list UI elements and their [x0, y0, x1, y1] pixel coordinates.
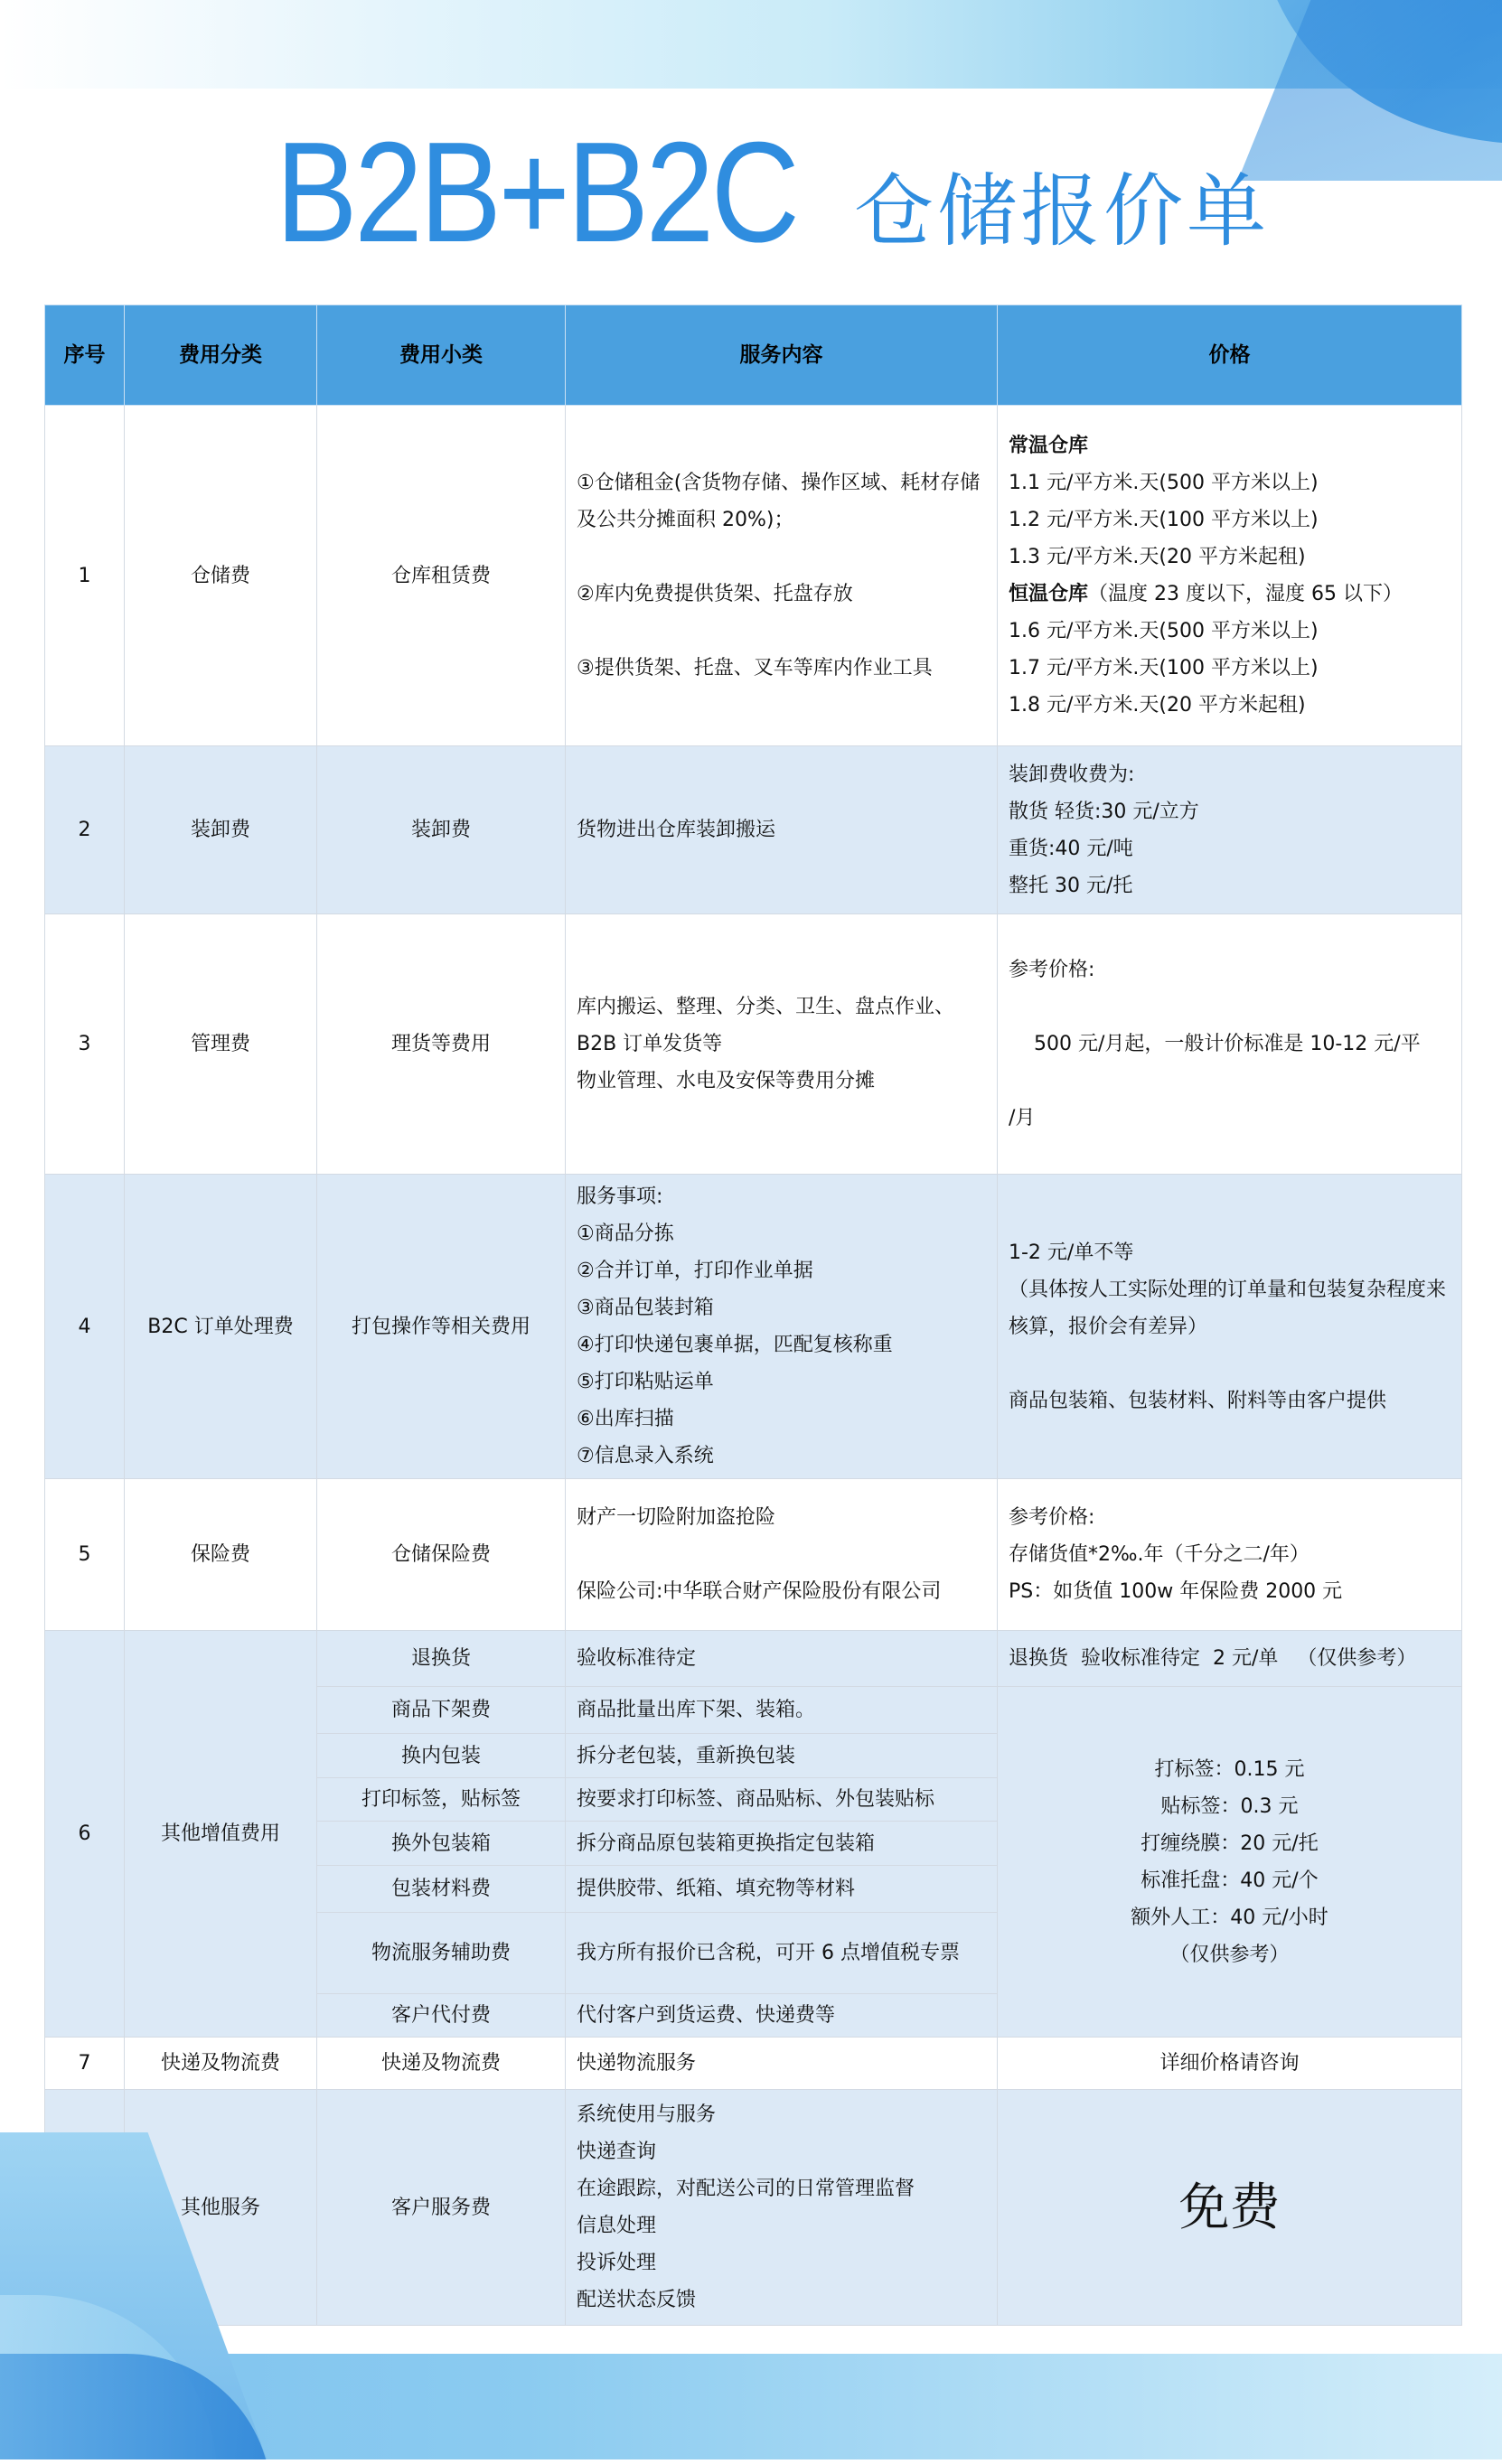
price-line: 整托 30 元/托 — [1009, 874, 1133, 897]
price-line: 重货:40 元/吨 — [1009, 837, 1133, 860]
service-line: ⑤打印粘贴运单 — [577, 1371, 714, 1393]
cell-service: 拆分老包装，重新换包装 — [566, 1734, 998, 1778]
column-header-subcategory: 费用小类 — [317, 305, 566, 406]
cell-price — [998, 1479, 1462, 1631]
table-row — [45, 914, 1462, 1175]
service-line: 库内搬运、整理、分类、卫生、盘点作业、 — [577, 996, 955, 1018]
service-line: B2B 订单发货等 — [577, 1033, 723, 1055]
price-line: 1.1 元/平方米.天(500 平方米以上) — [1009, 472, 1319, 494]
service-line: 保险公司:中华联合财产保险股份有限公司 — [577, 1580, 942, 1603]
cell-subcategory: 打印标签，贴标签 — [317, 1778, 566, 1822]
cell-price — [998, 406, 1462, 746]
cell-price — [998, 746, 1462, 914]
cell-service: 提供胶带、纸箱、填充物等材料 — [566, 1866, 998, 1913]
cell-subcategory: 包装材料费 — [317, 1866, 566, 1913]
price-line: 500 元/月起，一般计价标准是 10-12 元/平 — [1009, 1033, 1421, 1055]
cell-price — [998, 1175, 1462, 1479]
cell-service — [566, 2090, 998, 2326]
cell-no: 6 — [45, 1631, 125, 2038]
cell-price: 退换货 验收标准待定 2 元/单 （仅供参考） — [998, 1631, 1462, 1687]
cell-subcategory: 打包操作等相关费用 — [317, 1175, 566, 1479]
service-line: ④打印快递包裹单据，匹配复核称重 — [577, 1334, 893, 1356]
service-line: ②合并订单，打印作业单据 — [577, 1260, 813, 1282]
cell-service: 我方所有报价已含税，可开 6 点增值税专票 — [566, 1913, 998, 1994]
price-line: 1.8 元/平方米.天(20 平方米起租) — [1009, 694, 1306, 717]
service-line: 信息处理 — [577, 2215, 657, 2237]
cell-no: 7 — [45, 2038, 125, 2090]
service-line: ⑦信息录入系统 — [577, 1445, 714, 1467]
cell-subcategory: 客户代付费 — [317, 1994, 566, 2038]
price-line: 装卸费收费为: — [1009, 763, 1135, 786]
cell-no: 4 — [45, 1175, 125, 1479]
price-line: 商品包装箱、包装材料、附料等由客户提供 — [1009, 1389, 1387, 1412]
cell-category: 保险费 — [125, 1479, 317, 1631]
service-line: 投诉处理 — [577, 2252, 657, 2274]
price-line: 存储货值*2‰.年（千分之二/年） — [1009, 1543, 1310, 1566]
price-line: 参考价格: — [1009, 959, 1095, 981]
column-header-price: 价格 — [998, 305, 1462, 406]
service-line: ②库内免费提供货架、托盘存放 — [577, 583, 853, 605]
cell-category: B2C 订单处理费 — [125, 1175, 317, 1479]
cell-price-free: 免费 — [998, 2090, 1462, 2326]
bottom-left-wave-decoration — [0, 2132, 542, 2459]
table-row — [45, 1479, 1462, 1631]
price-table — [44, 304, 1462, 2326]
service-line: ③提供货架、托盘、叉车等库内作业工具 — [577, 657, 933, 679]
cell-service: 快递物流服务 — [566, 2038, 998, 2090]
price-line: 1-2 元/单不等 — [1009, 1241, 1134, 1264]
cell-category: 装卸费 — [125, 746, 317, 914]
cell-price: 详细价格请咨询 — [998, 2038, 1462, 2090]
cell-subcategory: 换外包装箱 — [317, 1822, 566, 1866]
cell-subcategory: 仓库租赁费 — [317, 406, 566, 746]
price-line: 1.2 元/平方米.天(100 平方米以上) — [1009, 509, 1319, 531]
service-line: 服务事项: — [577, 1185, 663, 1208]
cell-category: 其他增值费用 — [125, 1631, 317, 2038]
price-line: （具体按人工实际处理的订单量和包装复杂程度来核算，报价会有差异） — [1009, 1278, 1447, 1338]
cell-category: 管理费 — [125, 914, 317, 1175]
service-line: 配送状态反馈 — [577, 2289, 697, 2311]
cell-service: 按要求打印标签、商品贴标、外包装贴标 — [566, 1778, 998, 1822]
price-line: （仅供参考） — [1169, 1943, 1290, 1966]
title-sub: 仓储报价单 — [854, 164, 1271, 258]
column-header-category: 费用分类 — [125, 305, 317, 406]
cell-service — [566, 406, 998, 746]
price-line: 散货 轻货:30 元/立方 — [1009, 800, 1199, 823]
table-row — [45, 1175, 1462, 1479]
page-title — [276, 107, 1271, 272]
column-header-service: 服务内容 — [566, 305, 998, 406]
cell-subcategory: 退换货 — [317, 1631, 566, 1687]
cell-service: 拆分商品原包装箱更换指定包装箱 — [566, 1822, 998, 1866]
cell-subcategory: 理货等费用 — [317, 914, 566, 1175]
cell-category: 仓储费 — [125, 406, 317, 746]
cell-category: 其他服务 — [125, 2090, 317, 2326]
price-line: 1.7 元/平方米.天(100 平方米以上) — [1009, 657, 1319, 679]
cell-subcategory: 快递及物流费 — [317, 2038, 566, 2090]
column-header-no: 序号 — [45, 305, 125, 406]
cell-no: 5 — [45, 1479, 125, 1631]
cell-subcategory: 商品下架费 — [317, 1687, 566, 1734]
price-line: 1.6 元/平方米.天(500 平方米以上) — [1009, 620, 1319, 642]
price-normal-title: 常温仓库 — [1009, 435, 1089, 457]
price-line: 标准托盘：40 元/个 — [1141, 1869, 1319, 1892]
cell-subcategory: 仓储保险费 — [317, 1479, 566, 1631]
cell-subcategory: 换内包装 — [317, 1734, 566, 1778]
service-line: 快递查询 — [577, 2141, 657, 2163]
table-row — [45, 1631, 1462, 1687]
cell-price — [998, 914, 1462, 1175]
price-line: 额外人工：40 元/小时 — [1131, 1906, 1328, 1929]
price-line: PS：如货值 100w 年保险费 2000 元 — [1009, 1580, 1343, 1603]
price-line: /月 — [1009, 1107, 1036, 1129]
cell-service — [566, 914, 998, 1175]
service-line: ①商品分拣 — [577, 1223, 674, 1245]
price-line: 打标签：0.15 元 — [1154, 1757, 1305, 1781]
cell-service: 货物进出仓库装卸搬运 — [566, 746, 998, 914]
cell-service: 代付客户到货运费、快递费等 — [566, 1994, 998, 2038]
cell-service: 验收标准待定 — [566, 1631, 998, 1687]
table-row — [45, 406, 1462, 746]
cell-subcategory: 客户服务费 — [317, 2090, 566, 2326]
cell-price — [998, 1687, 1462, 2038]
service-line: ①仓储租金(含货物存储、操作区域、耗材存储及公共分摊面积 20%)； — [577, 472, 981, 531]
cell-no: 1 — [45, 406, 125, 746]
price-line: 贴标签：0.3 元 — [1160, 1794, 1299, 1818]
title-main: B2B+B2C — [276, 113, 797, 272]
price-line: 参考价格: — [1009, 1506, 1095, 1529]
service-line: 财产一切险附加盗抢险 — [577, 1506, 776, 1529]
cell-category: 快递及物流费 — [125, 2038, 317, 2090]
price-constant-note: （温度 23 度以下，湿度 65 以下） — [1088, 583, 1403, 605]
price-line: 1.3 元/平方米.天(20 平方米起租) — [1009, 546, 1306, 568]
cell-no: 2 — [45, 746, 125, 914]
price-line: 打缠绕膜：20 元/托 — [1141, 1832, 1319, 1855]
service-line: 物业管理、水电及安保等费用分摊 — [577, 1070, 876, 1092]
cell-subcategory: 装卸费 — [317, 746, 566, 914]
cell-service — [566, 1175, 998, 1479]
price-constant-title: 恒温仓库 — [1009, 583, 1089, 605]
table-header-row — [45, 305, 1462, 406]
service-line: ③商品包装封箱 — [577, 1297, 714, 1319]
cell-no: 3 — [45, 914, 125, 1175]
service-line: 系统使用与服务 — [577, 2103, 717, 2126]
service-line: ⑥出库扫描 — [577, 1408, 674, 1430]
cell-service — [566, 1479, 998, 1631]
service-line: 在途跟踪，对配送公司的日常管理监督 — [577, 2178, 915, 2200]
table-row — [45, 746, 1462, 914]
cell-service: 商品批量出库下架、装箱。 — [566, 1687, 998, 1734]
cell-subcategory: 物流服务辅助费 — [317, 1913, 566, 1994]
table-row — [45, 2038, 1462, 2090]
